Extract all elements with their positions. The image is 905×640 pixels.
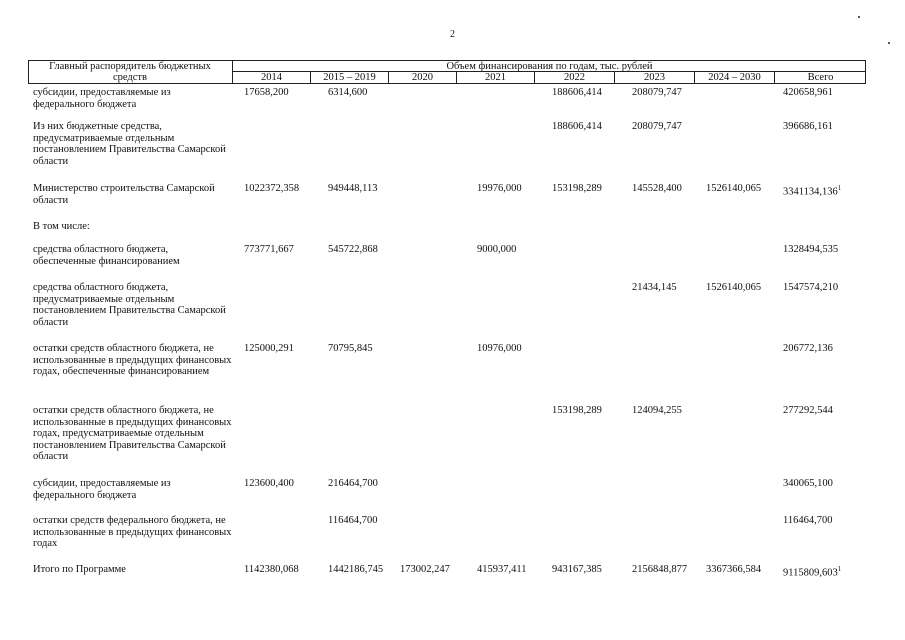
scan-speck (888, 42, 890, 44)
row-value (328, 244, 378, 256)
row-value (632, 183, 682, 195)
row-value (552, 183, 602, 195)
row-value (328, 515, 378, 527)
row-value (632, 564, 687, 576)
value-text: 9115809,603 (783, 567, 838, 579)
row-label: Из них бюджетные средства, предусматриваемые отдельным постановлением Правительства Самарской области (33, 121, 226, 167)
value-text: 153198,289 (552, 183, 602, 194)
row-total (783, 244, 838, 256)
value-text: 773771,667 (244, 244, 294, 255)
value-text: 949448,113 (328, 183, 378, 194)
row-value (244, 564, 299, 576)
value-text: 124094,255 (632, 405, 682, 416)
row-value (632, 282, 677, 294)
value-text: 943167,385 (552, 564, 602, 575)
page-number: 2 (450, 29, 455, 40)
row-label: остатки средств областного бюджета, не использованные в предыдущих финансовых годах, предусматриваемые отдельным постановлением Правительства Самарской области (33, 405, 232, 462)
row-label: Министерство строительства Самарской области (33, 183, 215, 206)
value-text: 125000,291 (244, 343, 294, 354)
value-text: 415937,411 (477, 564, 527, 575)
row-total (783, 564, 841, 579)
row-label: В том числе: (33, 221, 90, 232)
header-year: 2015 – 2019 (311, 72, 389, 84)
row-value (706, 564, 761, 576)
row-total (783, 478, 833, 490)
footnote-mark: 1 (837, 184, 842, 192)
row-value (632, 121, 682, 133)
value-text: 340065,100 (783, 478, 833, 489)
value-text: 1328494,535 (783, 244, 839, 255)
row-value (328, 343, 373, 355)
row-total (783, 183, 841, 198)
value-text: 216464,700 (328, 478, 378, 489)
row-value (244, 343, 294, 355)
row-value (477, 244, 516, 256)
row-total (783, 87, 833, 99)
value-text: 1526140,065 (706, 183, 762, 194)
value-text: 17658,200 (244, 87, 289, 98)
value-text: 1142380,068 (244, 564, 299, 575)
row-label: средства областного бюджета, предусматриваемые отдельным постановлением Правительства Самарской области (33, 282, 226, 328)
value-text: 1547574,210 (783, 282, 839, 293)
value-text: 19976,000 (477, 183, 522, 194)
header-main-line2: средств (113, 72, 147, 83)
row-value (632, 405, 682, 417)
value-text: 1526140,065 (706, 282, 762, 293)
value-text: 70795,845 (328, 343, 373, 354)
header-year: 2020 (389, 72, 457, 84)
row-label: остатки средств областного бюджета, не использованные в предыдущих финансовых годах, обеспеченные финансированием (33, 343, 232, 377)
row-total (783, 405, 833, 417)
row-value (632, 87, 682, 99)
row-label: Итого по Программе (33, 564, 126, 575)
row-value (552, 121, 602, 133)
header-year: 2024 – 2030 (695, 72, 775, 84)
row-value (244, 87, 289, 99)
row-total (783, 121, 833, 133)
header-year: 2023 (615, 72, 695, 84)
value-text: 173002,247 (400, 564, 450, 575)
value-text: 1022372,358 (244, 183, 300, 194)
header-main-column (28, 61, 233, 84)
row-value (706, 183, 761, 195)
value-text: 116464,700 (328, 515, 378, 526)
row-value (328, 564, 383, 576)
row-label: остатки средств федерального бюджета, не использованные в предыдущих финансовых годах (33, 515, 232, 549)
value-text: 1442186,745 (328, 564, 384, 575)
row-value (552, 405, 602, 417)
value-text: 116464,700 (783, 515, 833, 526)
header-year: Всего (807, 72, 834, 83)
row-value (552, 87, 602, 99)
row-total (783, 343, 833, 355)
value-text: 123600,400 (244, 478, 294, 489)
value-text: 188606,414 (552, 121, 602, 132)
row-value (400, 564, 450, 576)
row-value (328, 478, 378, 490)
value-text: 206772,136 (783, 343, 833, 354)
value-text: 420658,961 (783, 87, 833, 98)
header-year: 2022 (535, 72, 615, 84)
header-year: 2014 (233, 72, 311, 84)
row-total (783, 515, 833, 527)
value-text: 10976,000 (477, 343, 522, 354)
row-value (477, 343, 522, 355)
row-label: субсидии, предоставляемые из федерального бюджета (33, 478, 171, 501)
scan-speck (858, 16, 860, 18)
value-text: 3341134,136 (783, 186, 838, 198)
value-text: 545722,868 (328, 244, 378, 255)
value-text: 9000,000 (477, 244, 517, 255)
value-text: 188606,414 (552, 87, 602, 98)
row-value (244, 478, 294, 490)
footnote-mark: 1 (837, 565, 842, 573)
row-value (244, 183, 299, 195)
value-text: 2156848,877 (632, 564, 688, 575)
value-text: 396686,161 (783, 121, 833, 132)
row-label: средства областного бюджета, обеспеченные финансированием (33, 244, 180, 267)
row-label: субсидии, предоставляемые из федерального бюджета (33, 87, 171, 110)
row-value (328, 183, 378, 195)
value-text: 21434,145 (632, 282, 677, 293)
row-value (706, 282, 761, 294)
row-value (477, 183, 522, 195)
value-text: 145528,400 (632, 183, 682, 194)
header-volume-title: Объем финансирования по годам, тыс. рублей (233, 61, 866, 72)
value-text: 3367366,584 (706, 564, 762, 575)
value-text: 6314,600 (328, 87, 368, 98)
value-text: 153198,289 (552, 405, 602, 416)
row-value (244, 244, 294, 256)
header-main-line1: Главный распорядитель бюджетных (49, 61, 211, 72)
value-text: 277292,544 (783, 405, 833, 416)
row-value (552, 564, 602, 576)
value-text: 208079,747 (632, 87, 682, 98)
row-value (328, 87, 367, 99)
row-total (783, 282, 838, 294)
value-text: 208079,747 (632, 121, 682, 132)
header-year: 2021 (457, 72, 535, 84)
row-value (477, 564, 527, 576)
